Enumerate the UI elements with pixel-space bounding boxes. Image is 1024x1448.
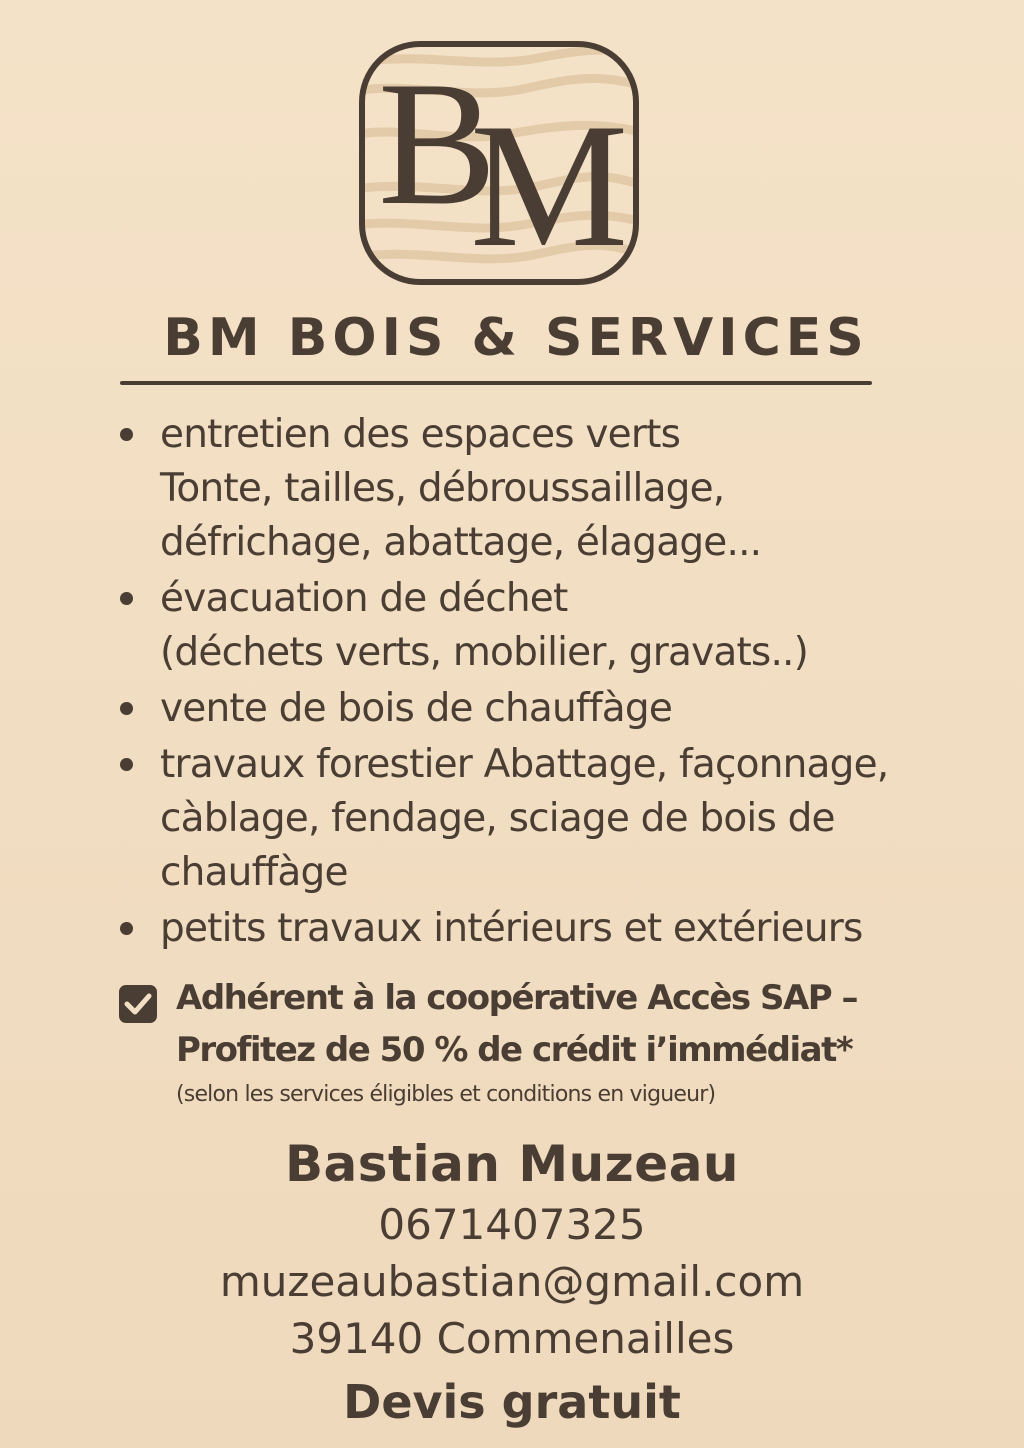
title-divider xyxy=(120,381,872,385)
contact-address: 39140 Commenailles xyxy=(289,1314,735,1363)
logo-letters xyxy=(358,40,640,286)
service-line: chauffàge xyxy=(160,850,348,895)
logo-letter-m: M xyxy=(470,86,629,284)
contact-name: Bastian Muzeau xyxy=(284,1135,740,1193)
service-line: entretien des espaces verts xyxy=(160,412,681,457)
logo-letter-b: B xyxy=(378,44,491,242)
bullet-icon xyxy=(120,428,133,441)
service-line: càblage, fendage, sciage de bois de xyxy=(160,796,835,841)
bullet-icon xyxy=(120,592,133,605)
free-quote-label: Devis gratuit xyxy=(343,1375,681,1429)
service-line: travaux forestier Abattage, façonnage, xyxy=(160,742,889,787)
company-title: BM BOIS & SERVICES xyxy=(163,308,869,368)
bullet-icon xyxy=(120,758,133,771)
service-item-waste xyxy=(114,572,994,680)
sap-membership-badge xyxy=(118,972,998,1114)
service-line: défrichage, abattage, élagage... xyxy=(160,520,762,565)
service-line: (déchets verts, mobilier, gravats..) xyxy=(160,630,809,675)
service-item-forestry xyxy=(114,738,994,900)
checkbox-checked-icon xyxy=(118,984,158,1024)
service-item-green-spaces xyxy=(114,408,994,570)
badge-headline: Adhérent à la coopérative Accès SAP – xyxy=(176,978,858,1018)
service-line: vente de bois de chauffàge xyxy=(160,686,673,731)
service-line: Tonte, tailles, débroussaillage, xyxy=(160,466,725,511)
badge-offer: Profitez de 50 % de crédit i’immédiat* xyxy=(176,1030,853,1070)
services-list xyxy=(114,408,994,958)
bullet-icon xyxy=(120,702,133,715)
service-item-small-works xyxy=(114,902,994,956)
service-line: petits travaux intérieurs et extérieurs xyxy=(160,906,863,951)
bullet-icon xyxy=(120,922,133,935)
contact-block xyxy=(0,1132,1024,1431)
bm-monogram-logo xyxy=(358,40,640,286)
service-item-firewood xyxy=(114,682,994,736)
badge-footnote: (selon les services éligibles et conditions en vigueur) xyxy=(176,1082,716,1107)
contact-email: muzeaubastian@gmail.com xyxy=(219,1257,805,1306)
service-line: évacuation de déchet xyxy=(160,576,568,621)
contact-phone: 0671407325 xyxy=(378,1200,646,1249)
